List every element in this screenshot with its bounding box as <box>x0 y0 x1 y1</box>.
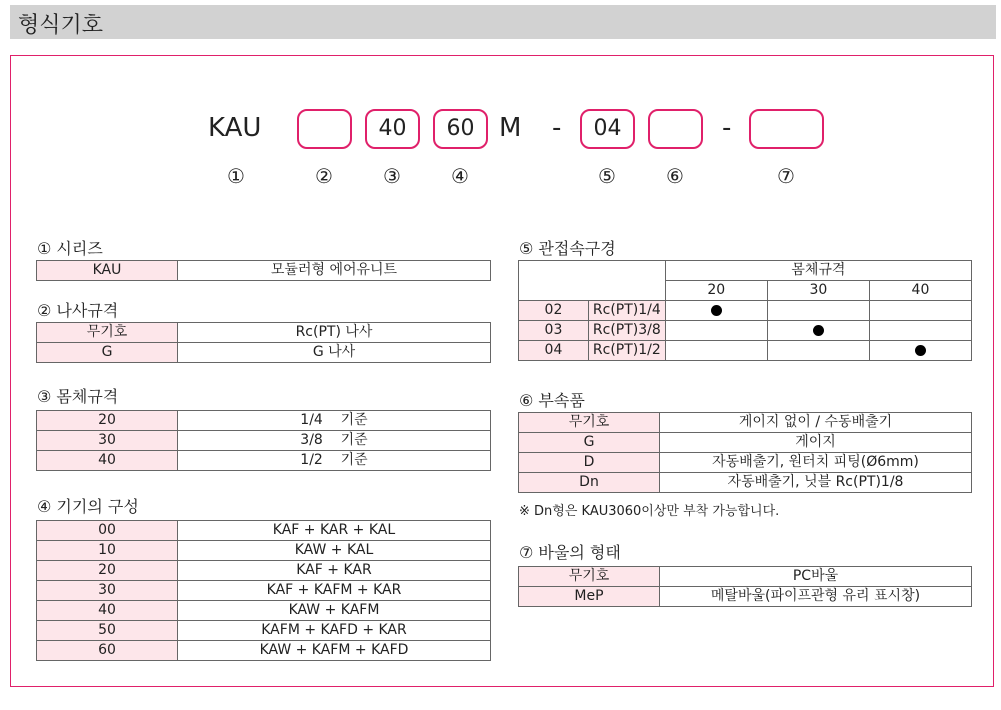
code-box-body-size: 40 <box>365 109 420 149</box>
table-cell: 02 <box>519 301 589 321</box>
section-title-series: ① 시리즈 <box>37 239 103 258</box>
table-cell: 무기호 <box>519 567 660 587</box>
table-cell: 10 <box>37 541 178 561</box>
table-cell: G <box>37 343 178 363</box>
table-cell: Rc(PT)1/2 <box>588 341 665 361</box>
body-size-table <box>36 410 491 471</box>
table-row <box>37 641 491 661</box>
table-cell: 메탈바울(파이프관형 유리 표시창) <box>660 587 972 607</box>
table-cell: 20 <box>37 561 178 581</box>
section-title-port: ⑤ 관접속구경 <box>519 239 616 258</box>
table-cell: 30 <box>37 581 178 601</box>
code-dash: - <box>722 113 732 143</box>
table-cell: 자동배출기, 닛블 Rc(PT)1/8 <box>660 473 972 493</box>
accessory-table <box>518 412 972 493</box>
table-cell: 게이지 <box>660 433 972 453</box>
table-cell: MeP <box>519 587 660 607</box>
table-cell <box>869 301 971 321</box>
accessory-note: ※ Dn형은 KAU3060이상만 부착 가능합니다. <box>519 504 780 519</box>
marker-5: ⑤ <box>598 164 616 188</box>
table-cell: Rc(PT)1/4 <box>588 301 665 321</box>
table-row <box>37 343 491 363</box>
content-frame <box>10 55 994 687</box>
table-cell: G 나사 <box>178 343 491 363</box>
table-cell: 03 <box>519 321 589 341</box>
table-cell <box>767 301 869 321</box>
table-cell <box>665 321 767 341</box>
table-cell: KAF + KAR + KAL <box>178 521 491 541</box>
table-row <box>37 581 491 601</box>
table-cell: 모듈러형 에어유니트 <box>178 261 491 281</box>
marker-2: ② <box>315 164 333 188</box>
table-cell: KAU <box>37 261 178 281</box>
table-cell: 게이지 없이 / 수동배출기 <box>660 413 972 433</box>
table-row <box>37 451 491 471</box>
table-cell: 무기호 <box>37 323 178 343</box>
table-cell: 30 <box>37 431 178 451</box>
marker-7: ⑦ <box>777 164 795 188</box>
table-cell <box>869 341 971 361</box>
table-cell: Rc(PT)3/8 <box>588 321 665 341</box>
code-letter: M <box>499 113 522 143</box>
section-title-thread: ② 나사규격 <box>37 301 119 320</box>
port-table <box>518 260 972 361</box>
table-cell <box>767 321 869 341</box>
table-cell: 40 <box>37 451 178 471</box>
table-cell: KAW + KAL <box>178 541 491 561</box>
section-title-config: ④ 기기의 구성 <box>37 497 139 516</box>
table-row <box>519 453 972 473</box>
table-row <box>519 261 972 281</box>
code-box-thread <box>297 109 352 149</box>
marker-4: ④ <box>451 164 469 188</box>
table-cell: D <box>519 453 660 473</box>
code-prefix: KAU <box>208 113 262 143</box>
table-row <box>37 261 491 281</box>
code-box-bowl <box>749 109 824 149</box>
marker-6: ⑥ <box>666 164 684 188</box>
section-title-body-size: ③ 몸체규격 <box>37 387 119 406</box>
table-cell: 1/4 기준 <box>178 411 491 431</box>
table-cell: 40 <box>37 601 178 621</box>
table-cell: 04 <box>519 341 589 361</box>
table-row <box>519 473 972 493</box>
table-header: 20 <box>665 281 767 301</box>
title-bar <box>10 5 996 39</box>
table-cell: 1/2 기준 <box>178 451 491 471</box>
table-cell: KAW + KAFM + KAFD <box>178 641 491 661</box>
table-cell: G <box>519 433 660 453</box>
dot-marker <box>813 325 824 336</box>
section-title-accessory: ⑥ 부속품 <box>519 391 585 410</box>
table-row <box>37 431 491 451</box>
table-cell: 60 <box>37 641 178 661</box>
table-row <box>519 413 972 433</box>
table-cell: KAW + KAFM <box>178 601 491 621</box>
table-cell <box>665 341 767 361</box>
bowl-table <box>518 566 972 607</box>
table-header: 몸체규격 <box>665 261 971 281</box>
code-dash: - <box>552 113 562 143</box>
dot-marker <box>915 345 926 356</box>
code-box-accessory <box>648 109 703 149</box>
marker-3: ③ <box>383 164 401 188</box>
table-cell: KAF + KAR <box>178 561 491 581</box>
table-row <box>519 587 972 607</box>
table-row <box>519 567 972 587</box>
table-row <box>37 601 491 621</box>
table-row <box>519 433 972 453</box>
table-cell <box>519 261 666 301</box>
table-cell: Rc(PT) 나사 <box>178 323 491 343</box>
config-table <box>36 520 491 661</box>
table-cell <box>767 341 869 361</box>
table-header: 40 <box>869 281 971 301</box>
code-box-port: 04 <box>580 109 635 149</box>
table-row <box>519 341 972 361</box>
table-cell: PC바울 <box>660 567 972 587</box>
table-cell: 무기호 <box>519 413 660 433</box>
table-cell: 자동배출기, 원터치 피팅(Ø6mm) <box>660 453 972 473</box>
table-cell: 50 <box>37 621 178 641</box>
table-header: 30 <box>767 281 869 301</box>
page-title: 형식기호 <box>18 13 104 38</box>
table-row <box>37 323 491 343</box>
table-row <box>37 561 491 581</box>
table-row <box>37 541 491 561</box>
table-cell <box>665 301 767 321</box>
table-cell: 3/8 기준 <box>178 431 491 451</box>
dot-marker <box>711 305 722 316</box>
table-cell: KAF + KAFM + KAR <box>178 581 491 601</box>
table-cell <box>869 321 971 341</box>
table-cell: KAFM + KAFD + KAR <box>178 621 491 641</box>
thread-table <box>36 322 491 363</box>
series-table <box>36 260 491 281</box>
table-row <box>37 411 491 431</box>
section-title-bowl: ⑦ 바울의 형태 <box>519 543 621 562</box>
table-cell: 00 <box>37 521 178 541</box>
table-row <box>519 321 972 341</box>
table-row <box>37 521 491 541</box>
code-box-config: 60 <box>433 109 488 149</box>
table-row <box>519 301 972 321</box>
marker-1: ① <box>227 164 245 188</box>
table-row <box>37 621 491 641</box>
table-cell: 20 <box>37 411 178 431</box>
table-cell: Dn <box>519 473 660 493</box>
